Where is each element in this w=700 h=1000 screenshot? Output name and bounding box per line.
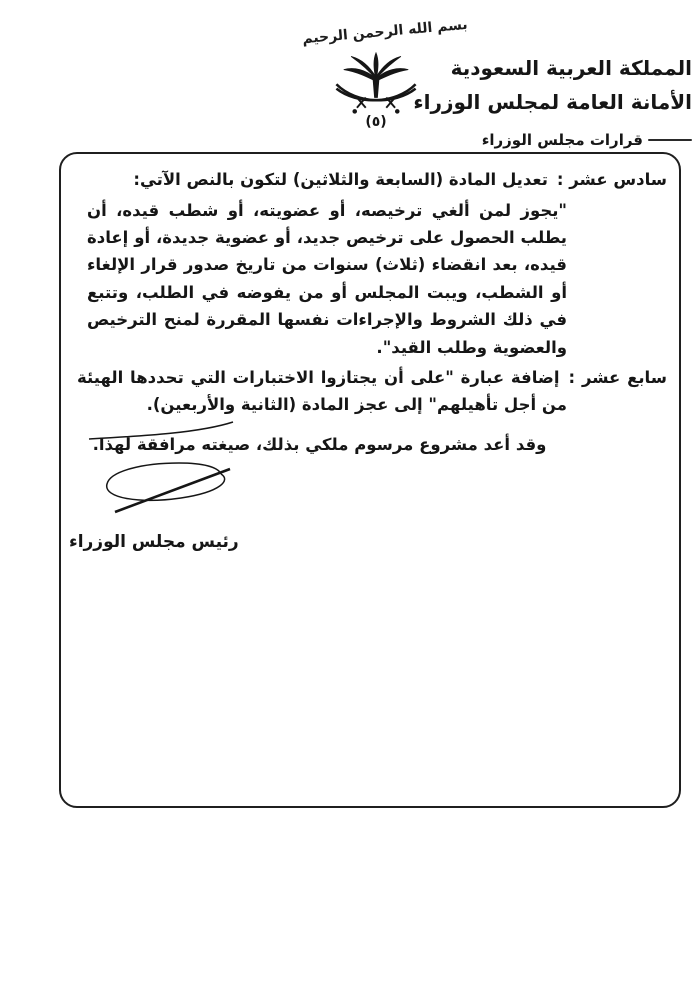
clause-seventeen-label: سابع عشر : <box>568 367 667 387</box>
clause-sixteen <box>77 167 667 194</box>
signature-icon <box>81 416 251 526</box>
closing-statement: وقد أعد مشروع مرسوم ملكي بذلك، صيغته مرافقة لهذا. <box>92 434 547 454</box>
secretariat-title: الأمانة العامة لمجلس الوزراء <box>413 90 692 114</box>
clause-seventeen-text: إضافة عبارة "على أن يجتازوا الاختبارات التي تحددها الهيئة من أجل تأهيلهم" إلى عجز المادة (الثانية والأربعين). <box>77 367 567 414</box>
clause-sixteen-text: تعديل المادة (السابعة والثلاثين) لتكون بالنص الآتي: <box>133 170 548 189</box>
series-rule-dash <box>648 139 692 141</box>
series-title: قرارات مجلس الوزراء <box>481 131 643 149</box>
bismillah-calligraphy: بسم الله الرحمن الرحيم <box>301 16 469 48</box>
page-number: (٥) <box>365 114 387 130</box>
signatory-title: رئيس مجلس الوزراء <box>69 532 239 552</box>
letterhead <box>413 56 692 149</box>
saudi-emblem-icon <box>328 52 424 118</box>
decree-frame <box>59 152 681 808</box>
quoted-article-text: "يجوز لمن ألغي ترخيصه، أو عضويته، أو شطب قيده، أن يطلب الحصول على ترخيص جديد، أو عضوية جديدة، أو إعادة قيده، بعد انقضاء (ثلاث) سنوات من تاريخ صدور قرار الإلغاء أو الشطب، ويبت المجلس أو من يفوضه في الطلب، وتتبع في ذلك الشروط والإجراءات نفسها المقررة لمنح الترخيص والعضوية وطلب القيد". <box>87 200 567 357</box>
clause-sixteen-label: سادس عشر : <box>556 170 667 189</box>
kingdom-title: المملكة العربية السعودية <box>450 56 692 80</box>
series-title-row <box>413 131 692 149</box>
clause-seventeen <box>77 365 667 418</box>
